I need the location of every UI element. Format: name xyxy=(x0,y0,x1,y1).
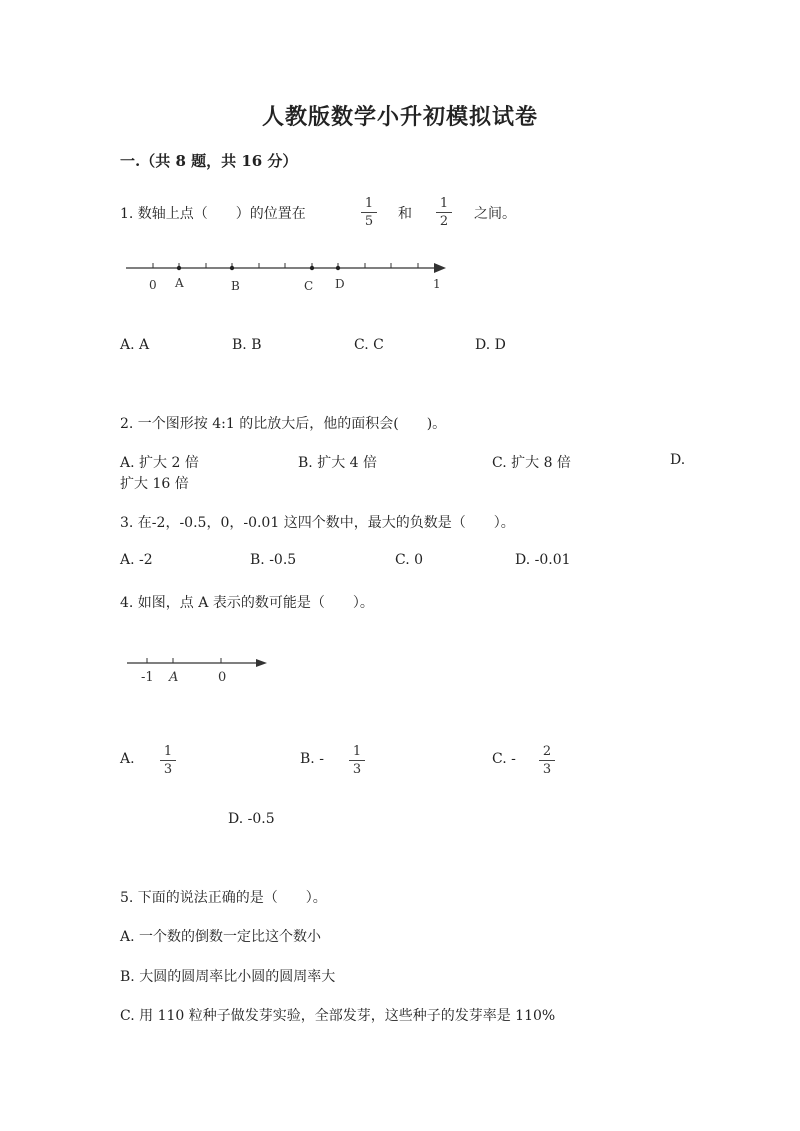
arrowhead-icon xyxy=(434,263,446,273)
q2-option-d-continued: 扩大 16 倍 xyxy=(120,476,189,492)
fraction-bar xyxy=(361,212,377,213)
q3-option-a: A. -2 xyxy=(120,552,153,568)
q5-option-a: A. 一个数的倒数一定比这个数小 xyxy=(120,929,322,945)
question-4-text: 4. 如图，点 A 表示的数可能是（ ）。 xyxy=(120,595,374,611)
axis-ticks xyxy=(153,263,418,268)
q4-option-d: D. -0.5 xyxy=(228,811,275,827)
point-d-dot xyxy=(336,266,340,270)
q1-option-b: B. B xyxy=(232,337,262,353)
q3-option-c: C. 0 xyxy=(395,552,424,568)
q4-option-c-fraction xyxy=(539,744,555,777)
q4-option-b-fraction xyxy=(349,744,365,777)
question-1-text-end: 之间。 xyxy=(474,206,516,222)
fraction-denominator: 3 xyxy=(542,762,552,777)
point-c-label: C xyxy=(304,279,314,293)
point-a-label: A xyxy=(175,276,184,290)
section-header: 一.（共 8 题，共 16 分） xyxy=(120,152,298,170)
arrowhead-icon xyxy=(256,659,267,667)
point-b-label: B xyxy=(231,279,240,293)
fraction-bar xyxy=(436,212,452,213)
number-line-figure-1 xyxy=(120,255,460,300)
question-5-text: 5. 下面的说法正确的是（ ）。 xyxy=(120,890,327,906)
q2-option-b: B. 扩大 4 倍 xyxy=(298,455,377,471)
q2-option-d: D. xyxy=(670,452,686,468)
q4-option-a-fraction xyxy=(160,744,176,777)
fraction-numerator: 1 xyxy=(163,744,173,759)
q4-option-b-prefix: B. - xyxy=(300,751,324,767)
and-word: 和 xyxy=(398,206,412,222)
q4-option-a-prefix: A. xyxy=(120,751,135,767)
question-1-text: 1. 数轴上点（ ）的位置在 xyxy=(120,206,306,222)
point-c-dot xyxy=(310,266,314,270)
fraction-denominator: 3 xyxy=(352,762,362,777)
point-a-label: A xyxy=(169,670,179,685)
page-title: 人教版数学小升初模拟试卷 xyxy=(261,104,538,130)
q5-option-c: C. 用 110 粒种子做发芽实验，全部发芽，这些种子的发芽率是 110% xyxy=(120,1008,556,1024)
q3-option-d: D. -0.01 xyxy=(515,552,571,568)
fraction-bar xyxy=(539,760,555,761)
fraction-bar xyxy=(160,760,176,761)
tick-label-zero: 0 xyxy=(149,278,157,292)
point-b-dot xyxy=(230,266,234,270)
fraction-one-fifth xyxy=(361,196,377,229)
q2-option-a: A. 扩大 2 倍 xyxy=(120,455,199,471)
fraction-denominator: 5 xyxy=(364,214,374,229)
fraction-numerator: 1 xyxy=(364,196,374,211)
q1-option-d: D. D xyxy=(475,337,506,353)
fraction-denominator: 3 xyxy=(163,762,173,777)
q1-option-c: C. C xyxy=(354,337,384,353)
q4-option-c-prefix: C. - xyxy=(492,751,516,767)
question-3-text: 3. 在-2，-0.5，0，-0.01 这四个数中，最大的负数是（ ）。 xyxy=(120,515,515,531)
point-d-label: D xyxy=(335,277,345,291)
q2-option-c: C. 扩大 8 倍 xyxy=(492,455,571,471)
question-2-text: 2. 一个图形按 4:1 的比放大后，他的面积会( )。 xyxy=(120,416,447,432)
fraction-numerator: 1 xyxy=(439,196,449,211)
tick-label-zero: 0 xyxy=(218,670,227,685)
tick-label-neg-one: -1 xyxy=(141,670,154,685)
fraction-denominator: 2 xyxy=(439,214,449,229)
fraction-numerator: 2 xyxy=(542,744,552,759)
q1-option-a: A. A xyxy=(120,337,150,353)
fraction-one-half xyxy=(436,196,452,229)
fraction-bar xyxy=(349,760,365,761)
tick-label-one: 1 xyxy=(433,277,441,291)
fraction-numerator: 1 xyxy=(352,744,362,759)
q3-option-b: B. -0.5 xyxy=(250,552,297,568)
number-line-figure-4 xyxy=(125,655,275,687)
point-a-dot xyxy=(177,266,181,270)
q5-option-b: B. 大圆的圆周率比小圆的圆周率大 xyxy=(120,969,336,985)
